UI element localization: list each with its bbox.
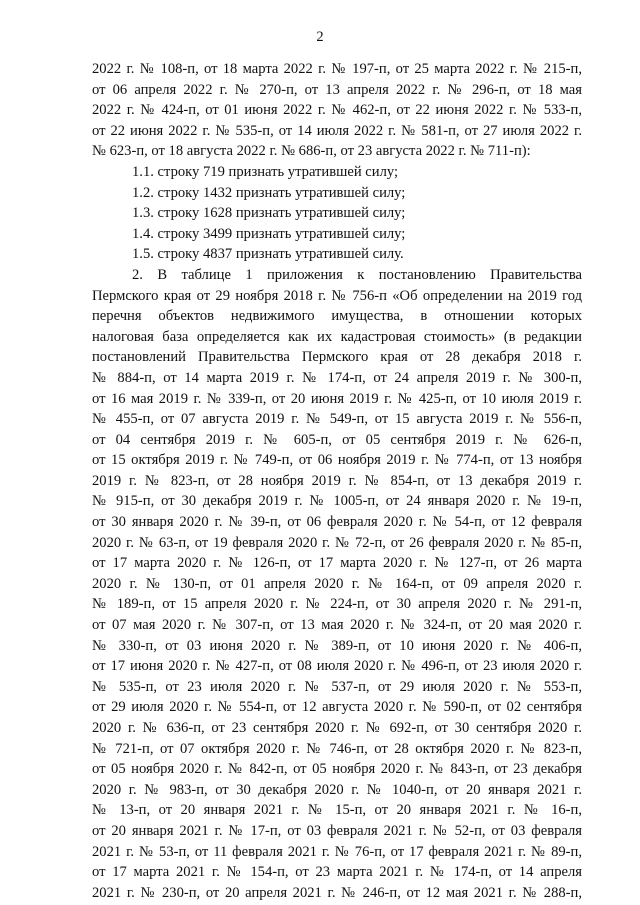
text-line: 2020 г. № 983-п, от 30 декабря 2020 г. № 1040-п, от 20 января 2021 г. xyxy=(92,781,582,798)
text-line: 2022 г. № 424-п, от 01 июня 2022 г. № 462-п, от 22 июня 2022 г. № 533-п, xyxy=(92,102,582,119)
text-line: 2019 г. № 823-п, от 28 ноября 2019 г. № 854-п, от 13 декабря 2019 г. xyxy=(92,472,582,489)
text-line: № 884-п, от 14 марта 2019 г. № 174-п, от 24 апреля 2019 г. № 300-п, xyxy=(92,369,582,386)
text-line: от 17 марта 2020 г. № 126-п, от 17 марта 2020 г. № 127-п, от 26 марта xyxy=(92,555,582,572)
text-line: от 16 мая 2019 г. № 339-п, от 20 июня 2019 г. № 425-п, от 10 июля 2019 г. xyxy=(92,390,582,407)
text-line: от 29 июля 2020 г. № 554-п, от 12 августа 2020 г. № 590-п, от 02 сентября xyxy=(92,699,582,716)
text-line: от 04 сентября 2019 г. № 605-п, от 05 сентября 2019 г. № 626-п, xyxy=(92,431,582,448)
text-line: от 07 мая 2020 г. № 307-п, от 13 мая 2020 г. № 324-п, от 20 мая 2020 г. xyxy=(92,617,582,634)
text-line: от 20 января 2021 г. № 17-п, от 03 февраля 2021 г. № 52-п, от 03 февраля xyxy=(92,822,582,839)
text-line: № 13-п, от 20 января 2021 г. № 15-п, от 20 января 2021 г. № 16-п, xyxy=(92,802,582,819)
text-line: 2021 г. № 53-п, от 11 февраля 2021 г. № 76-п, от 17 февраля 2021 г. № 89-п, xyxy=(92,843,582,860)
text-line: 2020 г. № 636-п, от 23 сентября 2020 г. № 692-п, от 30 сентября 2020 г. xyxy=(92,720,582,736)
text-line: 2020 г. № 63-п, от 19 февраля 2020 г. № 72-п, от 26 февраля 2020 г. № 85-п, xyxy=(92,534,582,551)
text-line: от 15 октября 2019 г. № 749-п, от 06 ноября 2019 г. № 774-п, от 13 ноября xyxy=(92,452,582,469)
text-line: № 330-п, от 03 июня 2020 г. № 389-п, от 10 июня 2020 г. № 406-п, xyxy=(92,637,582,654)
list-item: 1.1. строку 719 признать утратившей силу; xyxy=(132,163,399,180)
text-line: от 30 января 2020 г. № 39-п, от 06 февраля 2020 г. № 54-п, от 12 февраля xyxy=(92,514,582,531)
text-line: № 915-п, от 30 декабря 2019 г. № 1005-п, от 24 января 2020 г. № 19-п, xyxy=(92,493,582,510)
text-line: № 535-п, от 23 июля 2020 г. № 537-п, от 29 июля 2020 г. № 553-п, xyxy=(92,678,582,695)
page-number: 2 xyxy=(316,29,324,45)
text-line: 2. В таблице 1 приложения к постановлению Правительства xyxy=(132,266,582,283)
document-body xyxy=(92,59,582,903)
text-line: № 455-п, от 07 августа 2019 г. № 549-п, от 15 августа 2019 г. № 556-п, xyxy=(92,411,582,428)
list-item: 1.3. строку 1628 признать утратившей силу; xyxy=(132,205,406,222)
text-line: 2021 г. № 230-п, от 20 апреля 2021 г. № 246-п, от 12 мая 2021 г. № 288-п, xyxy=(92,884,582,901)
text-line: от 17 марта 2021 г. № 154-п, от 23 марта 2021 г. № 174-п, от 14 апреля xyxy=(92,864,582,881)
text-line: налоговая база определяется как их кадастровая стоимость» (в редакции xyxy=(92,328,582,345)
text-line: 2020 г. № 130-п, от 01 апреля 2020 г. № 164-п, от 09 апреля 2020 г. xyxy=(92,575,582,592)
text-line: № 721-п, от 07 октября 2020 г. № 746-п, от 28 октября 2020 г. № 823-п, xyxy=(92,740,582,757)
text-line: от 05 ноября 2020 г. № 842-п, от 05 ноября 2020 г. № 843-п, от 23 декабря xyxy=(92,761,582,778)
text-line: № 623-п, от 18 августа 2022 г. № 686-п, от 23 августа 2022 г. № 711-п): xyxy=(92,143,531,160)
list-item: 1.2. строку 1432 признать утратившей силу; xyxy=(132,184,406,201)
text-line: от 06 апреля 2022 г. № 270-п, от 13 апреля 2022 г. № 296-п, от 18 мая xyxy=(92,81,582,98)
list-item: 1.5. строку 4837 признать утратившей силу. xyxy=(132,246,404,263)
text-line: 2022 г. № 108-п, от 18 марта 2022 г. № 197-п, от 25 марта 2022 г. № 215-п, xyxy=(92,61,582,77)
text-line: постановлений Правительства Пермского края от 28 декабря 2018 г. xyxy=(92,349,582,366)
text-line: от 17 июня 2020 г. № 427-п, от 08 июля 2020 г. № 496-п, от 23 июля 2020 г. xyxy=(92,658,582,675)
text-line: от 22 июня 2022 г. № 535-п, от 14 июля 2022 г. № 581-п, от 27 июля 2022 г. xyxy=(92,122,582,139)
text-line: Пермского края от 29 ноября 2018 г. № 756-п «Об определении на 2019 год xyxy=(92,287,582,304)
text-line: перечня объектов недвижимого имущества, в отношении которых xyxy=(92,308,582,325)
text-line: № 189-п, от 15 апреля 2020 г. № 224-п, от 30 апреля 2020 г. № 291-п, xyxy=(92,596,582,613)
list-item: 1.4. строку 3499 признать утратившей силу; xyxy=(132,225,406,242)
